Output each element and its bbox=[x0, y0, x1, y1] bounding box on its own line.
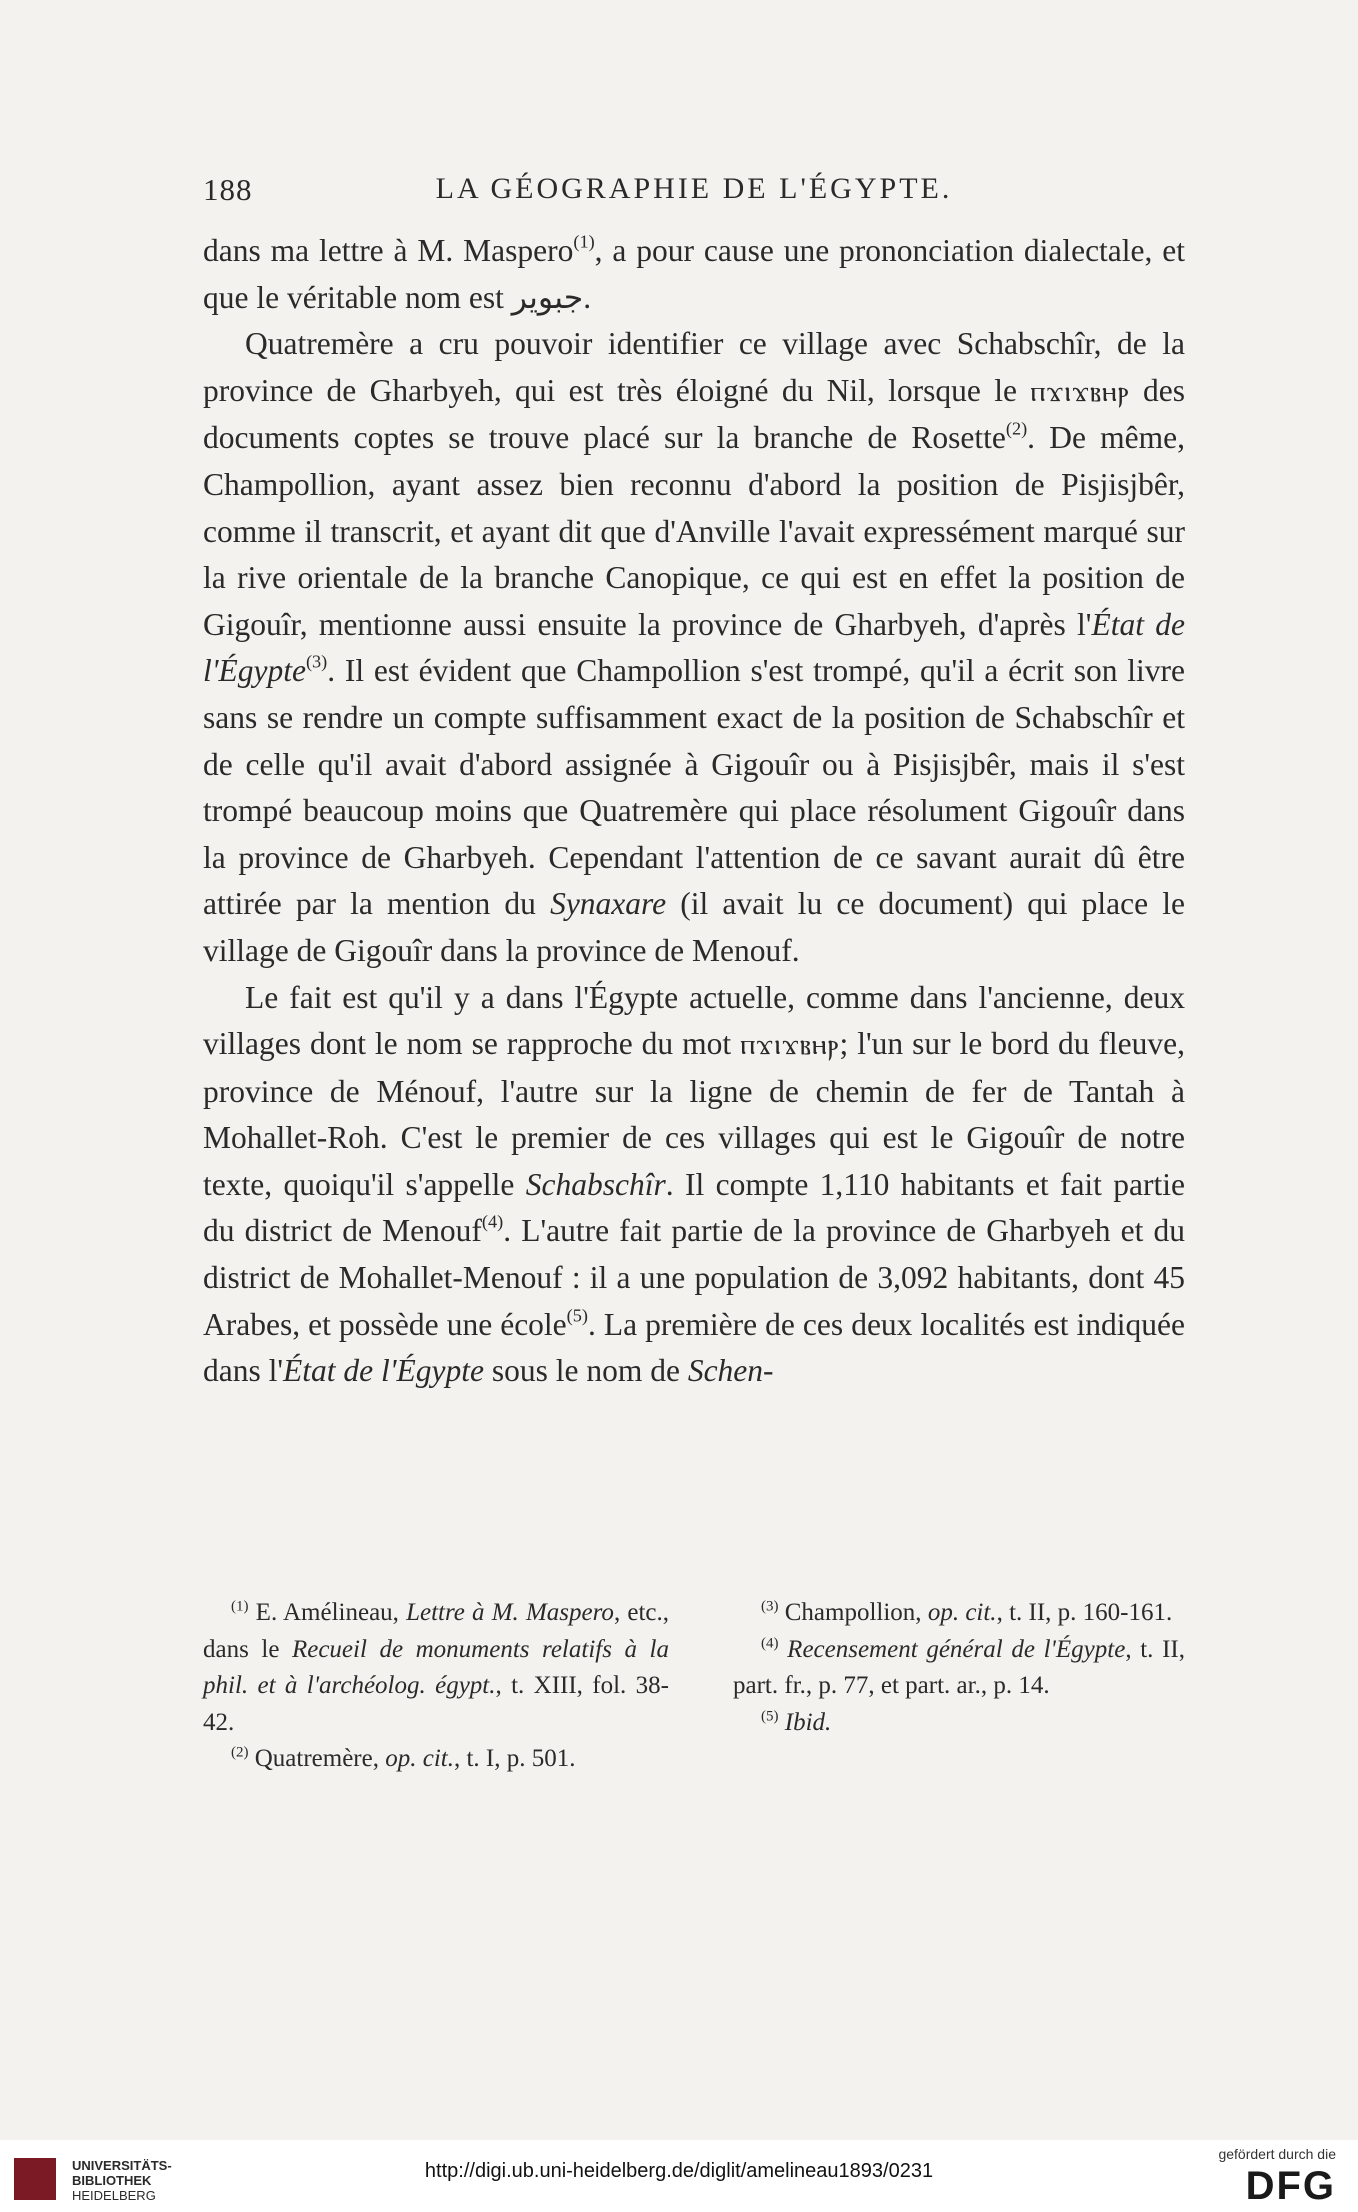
footnotes-left-column bbox=[203, 1595, 669, 1778]
coptic-word: ⲡϫⲓϫⲃⲏⲣ bbox=[1030, 375, 1130, 408]
running-title: LA GÉOGRAPHIE DE L'ÉGYPTE. bbox=[435, 172, 953, 205]
italic-name: Schen- bbox=[687, 1353, 774, 1389]
footnote-ref-5[interactable]: (5) bbox=[566, 1304, 588, 1325]
footnote-4: $^{(4)}$ Recensement général de l'Égypte, t. II, part. fr., p. 77, et part. ar., p. 14. bbox=[733, 1634, 1185, 1699]
footnote-ref-2[interactable]: (2) bbox=[1005, 418, 1028, 439]
dfg-logo[interactable]: DFG bbox=[1245, 2164, 1336, 2208]
footnote-ref-4[interactable]: (4) bbox=[481, 1211, 504, 1232]
page-number: 188 bbox=[203, 172, 253, 207]
coptic-word: ⲡϫⲓϫⲃⲏⲣ bbox=[740, 1029, 840, 1062]
footnote-3: $^{(3)}$ Champollion, op. cit., t. II, p. 160-161. bbox=[761, 1598, 1173, 1626]
sponsor-label: gefördert durch die bbox=[1218, 2146, 1336, 2162]
arabic-word: جبوير bbox=[511, 279, 584, 315]
source-url-link[interactable]: http://digi.ub.uni-heidelberg.de/diglit/amelineau1893/0231 bbox=[424, 2160, 934, 2182]
footnote-5: $^{(5)}$ Ibid. bbox=[761, 1707, 832, 1736]
italic-title: Synaxare bbox=[550, 886, 667, 922]
footnote-2: $^{(2)}$ Quatremère, op. cit., t. I, p. 501. bbox=[231, 1744, 576, 1772]
footer-bar bbox=[0, 2140, 1358, 2212]
paragraph-1: dans ma lettre à M. Maspero$^{(1)}$, a pour cause une prononciation dialectale, et que le véritable nom est جبوير. bbox=[203, 231, 1185, 315]
footnote-ref-3[interactable]: (3) bbox=[305, 651, 328, 672]
footnote-ref-1[interactable]: (1) bbox=[573, 231, 595, 252]
paragraph-3: Le fait est qu'il y a dans l'Égypte actuelle, comme dans l'ancienne, deux villages dont le nom se rapproche du mot ⲡϫⲓϫⲃⲏⲣ; l'un sur le bord du fleuve, province de Ménouf, l'autre sur la ligne de chemin de fer de Tantah à Mohallet-Roh. C'est le premier de ces villages qui est le Gigouîr de notre texte, quoiqu'il s'appelle Schabschîr. Il compte 1,110 habitants et fait partie du district de Menouf$^{(4)}$. L'autre fait partie de la province de Gharbyeh et du district de Mohallet-Menouf : il a une population de 3,092 habitants, dont 45 Arabes, et possède une école$^{(5)}$. La première de ces deux localités est indiquée dans l'État de l'Égypte sous le nom de Schen- bbox=[203, 979, 1185, 1389]
page-header bbox=[203, 172, 1185, 212]
paragraph-2: Quatremère a cru pouvoir identifier ce village avec Schabschîr, de la province de Gharbyeh, qui est très éloigné du Nil, lorsque le ⲡϫⲓϫⲃⲏⲣ des documents coptes se trouve placé sur la branche de Rosette$^{(2)}$. De même, Champollion, ayant assez bien reconnu d'abord la position de Pisjisjbêr, comme il transcrit, et ayant dit que d'Anville l'avait expressément marqué sur la rive orientale de la branche Canopique, ce qui est en effet la position de Gigouîr, mentionne aussi ensuite la province de Gharbyeh, d'après l'État de l'Égypte$^{(3)}$. Il est évident que Champollion s'est trompé, qu'il a écrit son livre sans se rendre un compte suffisamment exact de la position de Schabschîr et de celle qu'il avait d'abord assignée à Gigouîr ou à Pisjisjbêr, mais il s'est trompé beaucoup moins que Quatremère qui place résolument Gigouîr dans la province de Gharbyeh. Cependant l'attention de ce savant aurait dû être attirée par la mention du Synaxare (il avait lu ce document) qui place le village de Gigouîr dans la province de Menouf. bbox=[203, 326, 1186, 968]
footnotes bbox=[203, 1595, 1185, 1785]
library-name[interactable]: UNIVERSITÄTS- BIBLIOTHEK HEIDELBERG bbox=[72, 2158, 172, 2203]
italic-title: État de l'Égypte bbox=[203, 606, 1186, 689]
italic-name: Schabschîr bbox=[525, 1166, 666, 1202]
footnotes-right-column bbox=[733, 1595, 1185, 1741]
italic-title: État de l'Égypte bbox=[283, 1353, 484, 1389]
footnote-1: $^{(1)}$ E. Amélineau, Lettre à M. Maspero, etc., dans le Recueil de monuments relatifs à la phil. et à l'archéolog. égypt., t. XIII, fol. 38-42. bbox=[203, 1598, 669, 1736]
main-text bbox=[203, 228, 1185, 1395]
